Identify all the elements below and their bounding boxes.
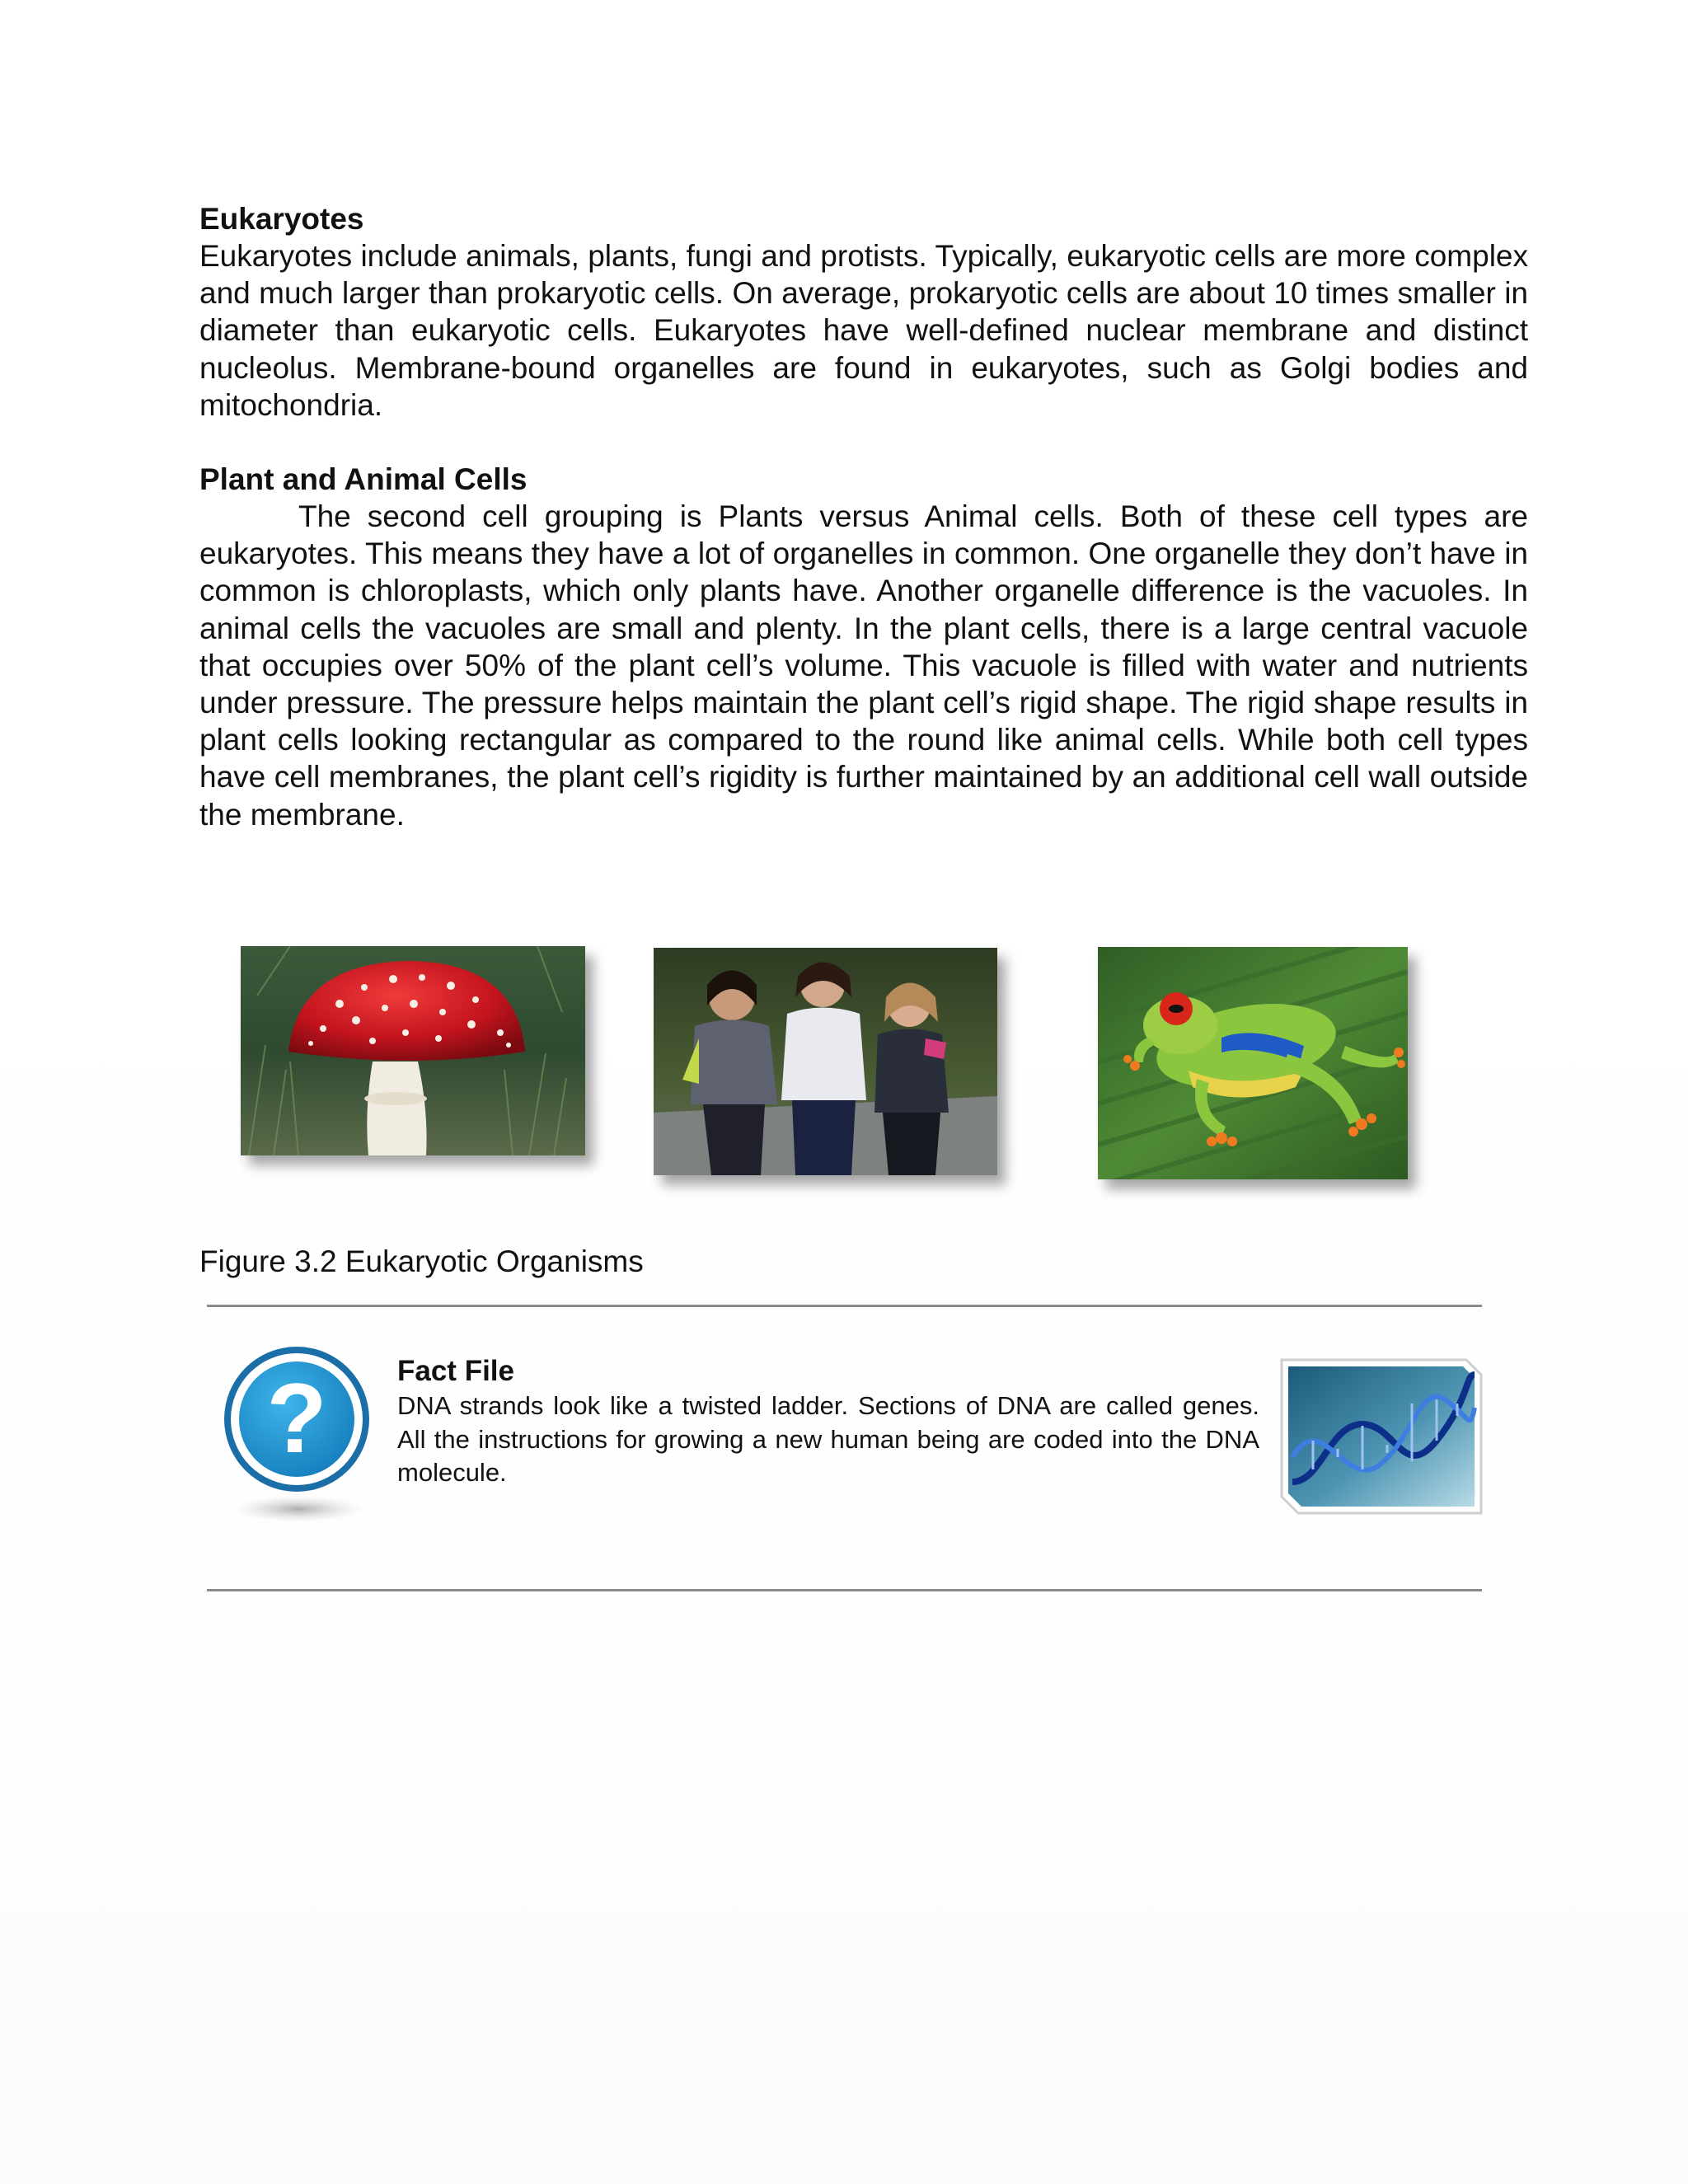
dna-helix-image	[1280, 1358, 1483, 1515]
svg-text:?: ?	[266, 1363, 327, 1474]
mushroom-photo	[241, 946, 585, 1155]
tree-frog-photo	[1098, 947, 1408, 1179]
plant-animal-cells-heading: Plant and Animal Cells	[199, 462, 528, 496]
fact-file-title: Fact File	[397, 1355, 514, 1387]
fact-file-body: DNA strands look like a twisted ladder. Sections of DNA are called genes. All the instructions for growing a new human being are coded into the DNA molecule.	[397, 1391, 1259, 1487]
fact-file-bottom-divider	[207, 1589, 1482, 1591]
figure-caption: Figure 3.2 Eukaryotic Organisms	[199, 1244, 644, 1278]
joggers-photo	[654, 948, 997, 1175]
eukaryotes-paragraph: Eukaryotes include animals, plants, fungi and protists. Typically, eukaryotic cells are more complex and much larger than prokaryotic cells. On average, prokaryotic cells are about 10 times smaller in diameter than eukaryotic cells. Eukaryotes have well-defined nuclear membrane and distinct nucleolus. Membrane-bound organelles are found in eukaryotes, such as Golgi bodies and mitochondria.	[199, 239, 1528, 422]
eukaryotes-heading: Eukaryotes	[199, 202, 364, 236]
plant-animal-cells-paragraph: The second cell grouping is Plants versus Animal cells. Both of these cell types are eukaryotes. This means they have a lot of organelles in common. One organelle they don’t have in common is chloroplasts, which only plants have. Another organelle difference is the vacuoles. In animal cells the vacuoles are small and plenty. In the plant cells, there is a large central vacuole that occupies over 50% of the plant cell’s volume. This vacuole is filled with water and nutrients under pressure. The pressure helps maintain the plant cell’s rigid shape. The rigid shape results in plant cells looking rectangular as compared to the round like animal cells. While both cell types have cell membranes, the plant cell’s rigidity is further maintained by an additional cell wall outside the membrane.	[199, 499, 1528, 832]
question-mark-icon	[223, 1338, 371, 1528]
fact-file-top-divider	[207, 1305, 1482, 1307]
